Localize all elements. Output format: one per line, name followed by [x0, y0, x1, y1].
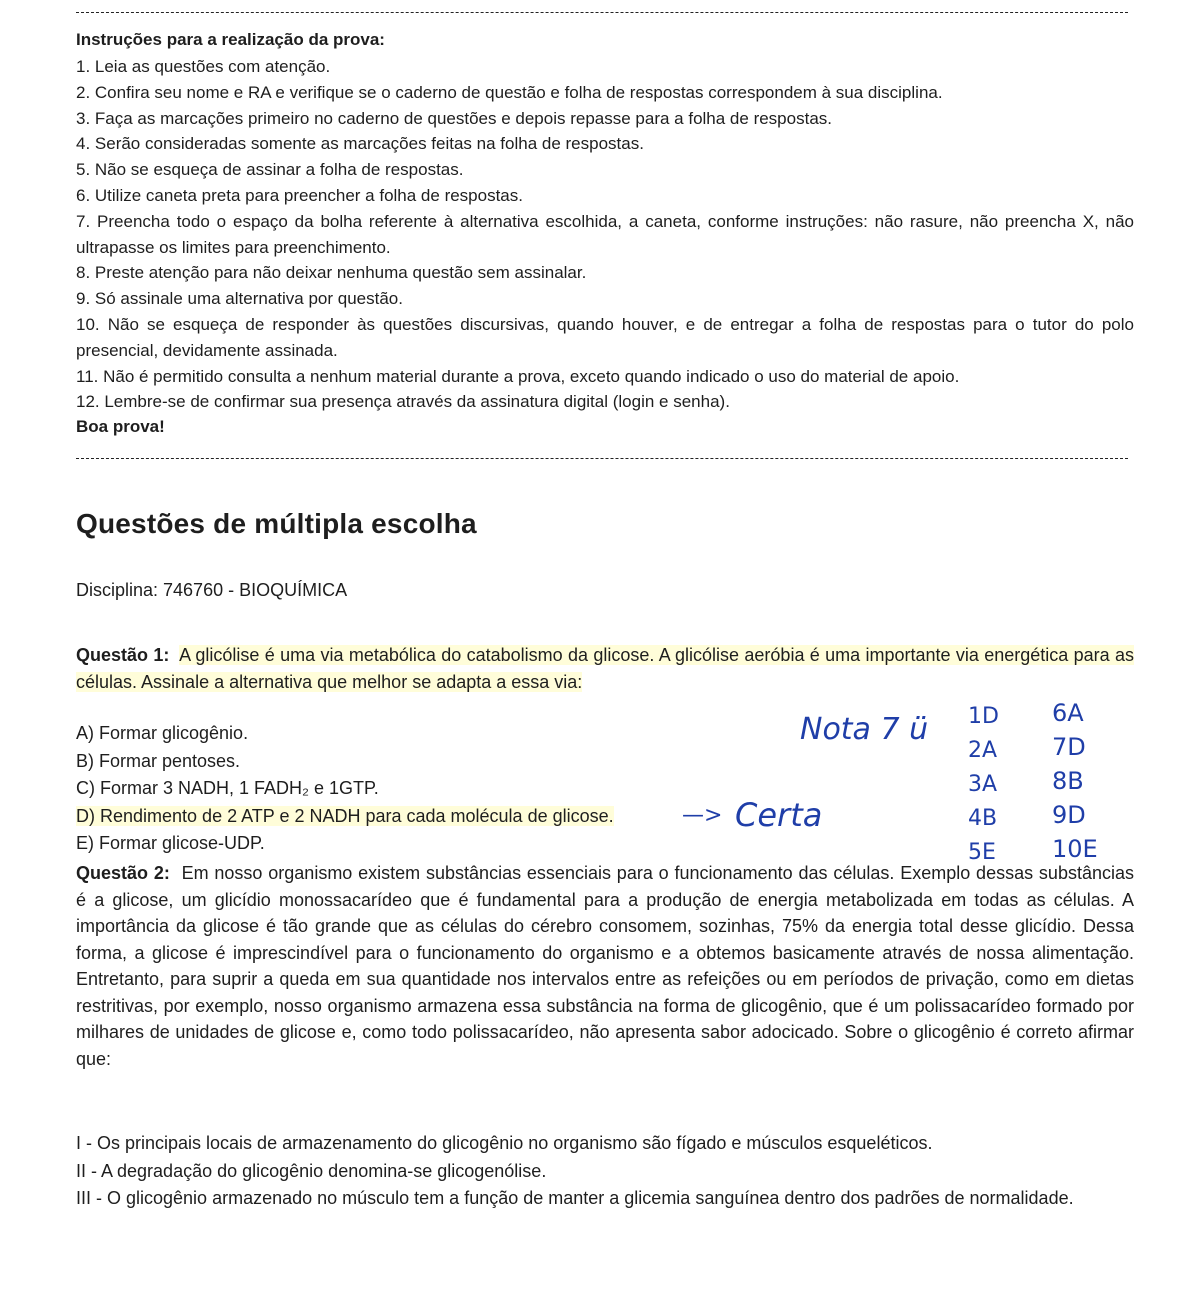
option-c[interactable]: C) Formar 3 NADH, 1 FADH₂ e 1GTP. — [76, 778, 379, 798]
statement-item: II - A degradação do glicogênio denomina-se glicogenólise. — [76, 1160, 547, 1181]
instructions-title: Instruções para a realização da prova: — [76, 30, 385, 49]
handwritten-correct-mark: Certa — [735, 796, 823, 834]
question-1 — [76, 642, 1134, 695]
answer-key-item: 2A — [968, 738, 998, 763]
instruction-item: 11. Não é permitido consulta a nenhum material durante a prova, exceto quando indicado o uso do material de apoio. — [76, 366, 960, 386]
question-1-options — [76, 720, 614, 858]
question-1-label: Questão 1: — [76, 645, 170, 665]
instruction-item: 4. Serão consideradas somente as marcações feitas na folha de respostas. — [76, 134, 644, 154]
instruction-item: 1. Leia as questões com atenção. — [76, 57, 331, 76]
question-2 — [76, 860, 1134, 1072]
question-1-text: A glicólise é uma via metabólica do catabolismo da glicose. A glicólise aeróbia é uma importante via energética para as células. Assinale a alternativa que melhor se adapta a essa via: — [76, 645, 1134, 692]
answer-key-col2 — [1052, 696, 1098, 866]
section-title: Questões de múltipla escolha — [76, 508, 477, 539]
option-d[interactable] — [76, 803, 614, 831]
question-2-label: Questão 2: — [76, 863, 170, 883]
statement-item: I - Os principais locais de armazenamento do glicogênio no organismo são fígado e músculos esqueléticos. — [76, 1133, 933, 1153]
instruction-item: 6. Utilize caneta preta para preencher a folha de respostas. — [76, 185, 523, 205]
bottom-divider — [76, 458, 1128, 459]
statement-item: III - O glicogênio armazenado no músculo tem a função de manter a glicemia sanguínea dentro dos padrões de normalidade. — [76, 1188, 1074, 1208]
option-a[interactable]: A) Formar glicogênio. — [76, 723, 249, 743]
handwritten-arrow: —> — [682, 803, 723, 828]
answer-key-item: 4B — [968, 806, 998, 831]
top-divider — [76, 12, 1128, 13]
instruction-item: 7. Preencha todo o espaço da bolha referente à alternativa escolhida, a caneta, conforme instruções: não rasure, não preencha X, não ultrapasse os limites para preenchimento. — [76, 211, 1134, 257]
handwritten-grade: Nota 7 ü — [800, 712, 929, 747]
option-b[interactable]: B) Formar pentoses. — [76, 750, 241, 771]
question-2-text: Em nosso organismo existem substâncias essenciais para o funcionamento das células. Exemplo dessas substâncias é a glicose, um glicídio monossacarídeo que é fundamental para a produção de energia metabolizada em todas as células. A importância da glicose é tão grande que as células do cérebro consomem, sozinhas, 75% da energia total desse glicídio. Dessa forma, a glicose é imprescindível para o funcionamento do organismo e a obtemos basicamente através de nossa alimentação. Entretanto, para suprir a queda em sua quantidade nos intervalos entre as refeições ou em períodos de privação, como em dietas restritivas, por exemplo, nosso organismo armazena essa substância na forma de glicogênio, que é um polissacarídeo formado por milhares de unidades de glicose e, como todo polissacarídeo, não apresenta sabor adocicado. Sobre o glicogênio é correto afirmar que: — [76, 863, 1134, 1069]
option-d-text: D) Rendimento de 2 ATP e 2 NADH para cada molécula de glicose. — [76, 805, 614, 826]
discipline-label: Disciplina: 746760 - BIOQUÍMICA — [76, 580, 348, 600]
answer-key-item: 7D — [1052, 733, 1086, 761]
question-2-statements — [76, 1130, 1134, 1213]
answer-key-item: 9D — [1052, 801, 1086, 829]
answer-key-item: 6A — [1052, 699, 1084, 727]
answer-key-col1 — [968, 700, 999, 870]
instruction-item: 12. Lembre-se de confirmar sua presença através da assinatura digital (login e senha). — [76, 392, 730, 412]
instruction-item: 10. Não se esqueça de responder às questões discursivas, quando houver, e de entregar a folha de respostas para o tutor do polo presencial, devidamente assinada. — [76, 314, 1134, 360]
instruction-item: 2. Confira seu nome e RA e verifique se o caderno de questão e folha de respostas correspondem à sua disciplina. — [76, 82, 943, 102]
instruction-item: 8. Preste atenção para não deixar nenhuma questão sem assinalar. — [76, 263, 587, 283]
instruction-item: 3. Faça as marcações primeiro no caderno de questões e depois repasse para a folha de respostas. — [76, 108, 832, 128]
answer-key-item: 10E — [1052, 835, 1098, 863]
answer-key-item: 3A — [968, 772, 998, 797]
closing-text: Boa prova! — [76, 417, 165, 436]
answer-key-item: 5E — [968, 840, 996, 865]
instructions-list — [76, 54, 1134, 415]
instruction-item: 9. Só assinale uma alternativa por questão. — [76, 289, 403, 309]
option-e[interactable]: E) Formar glicose-UDP. — [76, 833, 265, 853]
instruction-item: 5. Não se esqueça de assinar a folha de respostas. — [76, 160, 464, 180]
answer-key-item: 1D — [968, 704, 999, 729]
answer-key-item: 8B — [1052, 767, 1084, 795]
